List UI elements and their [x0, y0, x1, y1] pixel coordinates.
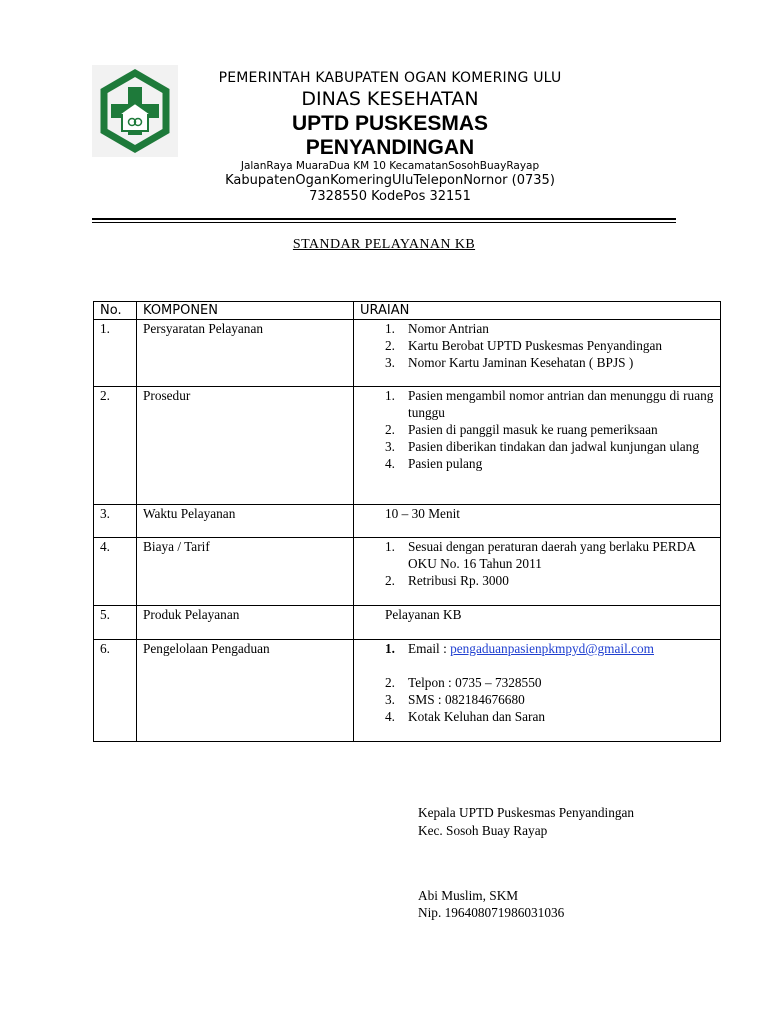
list-item: 1. Sesuai dengan peraturan daerah yang berlaku PERDA OKU No. 16 Tahun 2011	[385, 539, 696, 571]
address-line-1: JalanRaya MuaraDua KM 10 KecamatanSosohBuayRayap	[240, 160, 540, 172]
row-uraian	[354, 387, 721, 505]
list-item: 3. Nomor Kartu Jaminan Kesehatan ( BPJS )	[385, 355, 634, 370]
signature-subdistrict: Kec. Sosoh Buay Rayap	[418, 823, 548, 838]
list-item: 2. Retribusi Rp. 3000	[385, 573, 509, 588]
header-divider-thin	[92, 222, 676, 223]
list-item: 2. Pasien di panggil masuk ke ruang pemeriksaan	[385, 422, 658, 437]
row-no: 2.	[94, 387, 137, 505]
document-title: STANDAR PELAYANAN KB	[292, 237, 476, 252]
row-no: 5.	[94, 606, 137, 640]
row-komponen: Prosedur	[137, 387, 354, 505]
header-divider-thick	[92, 218, 676, 220]
row-komponen: Produk Pelayanan	[137, 606, 354, 640]
signature-title: Kepala UPTD Puskesmas Penyandingan	[418, 805, 635, 820]
list-item: 4. Pasien pulang	[385, 456, 483, 471]
row-uraian: Pelayanan KB	[354, 606, 721, 640]
row-uraian	[354, 320, 721, 387]
row-no: 3.	[94, 505, 137, 538]
row-uraian	[354, 538, 721, 606]
government-name: PEMERINTAH KABUPATEN OGAN KOMERING ULU	[218, 70, 562, 86]
puskesmas-name: PENYANDINGAN	[305, 136, 475, 159]
row-komponen: Persyaratan Pelayanan	[137, 320, 354, 387]
row-no: 6.	[94, 640, 137, 742]
table-row	[94, 606, 721, 640]
list-item: 3. SMS : 082184676680	[385, 692, 525, 707]
header-uraian: URAIAN	[354, 302, 721, 320]
health-logo-icon	[92, 65, 178, 157]
header-komponen: KOMPONEN	[137, 302, 354, 320]
list-item: 3. Pasien diberikan tindakan dan jadwal kunjungan ulang	[385, 439, 699, 454]
signatory-name: Abi Muslim, SKM	[418, 888, 519, 903]
service-standard-table	[93, 301, 721, 742]
row-komponen: Pengelolaan Pengaduan	[137, 640, 354, 742]
list-item: 1. Email : pengaduanpasienpkmpyd@gmail.com	[385, 641, 655, 656]
table-row	[94, 387, 721, 505]
row-komponen: Waktu Pelayanan	[137, 505, 354, 538]
unit-name: UPTD PUSKESMAS	[291, 112, 489, 135]
table-row	[94, 538, 721, 606]
table-row	[94, 320, 721, 387]
row-uraian: 10 – 30 Menit	[354, 505, 721, 538]
row-no: 1.	[94, 320, 137, 387]
row-komponen: Biaya / Tarif	[137, 538, 354, 606]
list-item: 2. Telpon : 0735 – 7328550	[385, 675, 542, 690]
address-line-2: KabupatenOganKomeringUluTeleponNornor (0735)	[225, 173, 555, 188]
list-item: 4. Kotak Keluhan dan Saran	[385, 709, 545, 724]
email-link[interactable]: pengaduanpasienpkmpyd@gmail.com	[450, 641, 655, 656]
table-row	[94, 505, 721, 538]
header-no: No.	[94, 302, 137, 320]
signatory-nip: Nip. 196408071986031036	[418, 905, 565, 920]
table-header-row	[94, 302, 721, 320]
agency-name: DINAS KESEHATAN	[301, 88, 479, 110]
list-item: 2. Kartu Berobat UPTD Puskesmas Penyandingan	[385, 338, 663, 353]
list-item: 1. Pasien mengambil nomor antrian dan menunggu di ruang tunggu	[385, 388, 714, 420]
list-item: 1. Nomor Antrian	[385, 321, 489, 336]
address-line-3: 7328550 KodePos 32151	[309, 189, 471, 204]
row-no: 4.	[94, 538, 137, 606]
table-row	[94, 640, 721, 742]
row-uraian	[354, 640, 721, 742]
